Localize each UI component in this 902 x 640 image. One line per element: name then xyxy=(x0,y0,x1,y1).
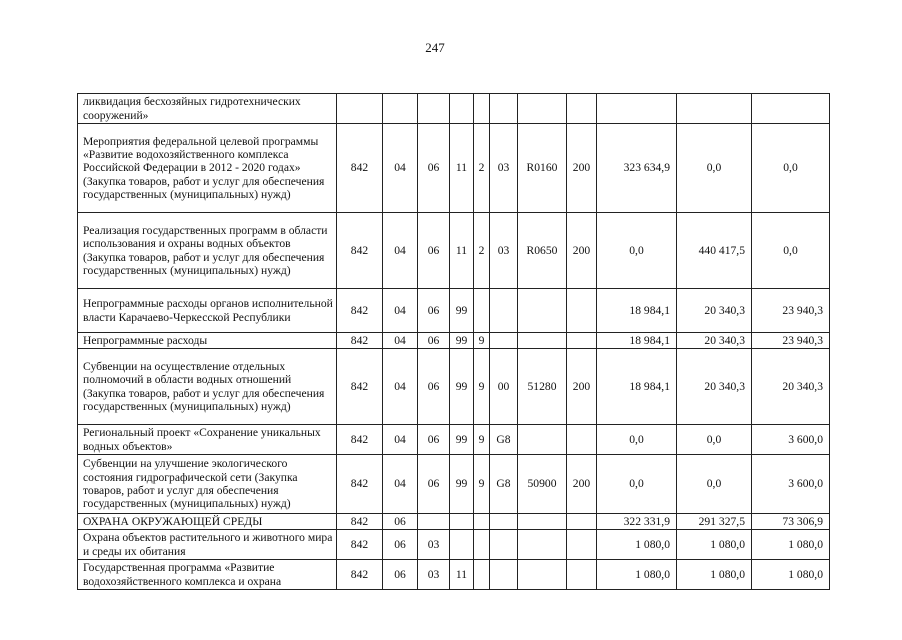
cell-section: 04 xyxy=(383,425,418,455)
cell-section: 06 xyxy=(383,560,418,590)
cell-event xyxy=(490,289,518,333)
cell-section: 04 xyxy=(383,213,418,289)
cell-direction: R0650 xyxy=(518,213,567,289)
cell-program xyxy=(450,514,474,530)
table-row xyxy=(78,560,830,590)
cell-program: 99 xyxy=(450,425,474,455)
table-row xyxy=(78,455,830,514)
cell-expense-type xyxy=(567,94,597,124)
cell-subprogram: 9 xyxy=(474,349,490,425)
cell-subprogram: 9 xyxy=(474,333,490,349)
cell-subsection: 03 xyxy=(418,560,450,590)
cell-amount-1: 18 984,1 xyxy=(597,349,677,425)
cell-subsection: 06 xyxy=(418,425,450,455)
cell-amount-1: 0,0 xyxy=(597,455,677,514)
table-row xyxy=(78,514,830,530)
row-name: Субвенции на улучшение экологического состояния гидрографической сети (Закупка товаров, работ и услуг для обеспечения государственных (муниципальных) нужд) xyxy=(78,455,337,514)
row-name: ОХРАНА ОКРУЖАЮЩЕЙ СРЕДЫ xyxy=(78,514,337,530)
cell-subprogram: 2 xyxy=(474,213,490,289)
cell-ministry: 842 xyxy=(337,560,383,590)
cell-expense-type: 200 xyxy=(567,455,597,514)
cell-amount-1: 18 984,1 xyxy=(597,289,677,333)
cell-direction xyxy=(518,560,567,590)
cell-subprogram xyxy=(474,530,490,560)
cell-expense-type xyxy=(567,333,597,349)
row-name: Мероприятия федеральной целевой программы «Развитие водохозяйственного комплекса Российской Федерации в 2012 - 2020 годах» (Закупка товаров, работ и услуг для обеспечения государственных (муниципальных) нужд) xyxy=(78,124,337,213)
cell-subprogram: 9 xyxy=(474,455,490,514)
row-name: Охрана объектов растительного и животного мира и среды их обитания xyxy=(78,530,337,560)
table-row xyxy=(78,349,830,425)
cell-amount-2: 291 327,5 xyxy=(677,514,752,530)
cell-amount-1: 323 634,9 xyxy=(597,124,677,213)
cell-ministry: 842 xyxy=(337,530,383,560)
cell-amount-2 xyxy=(677,94,752,124)
table-row xyxy=(78,94,830,124)
row-name: Реализация государственных программ в области использования и охраны водных объектов (Закупка товаров, работ и услуг для обеспечения государственных (муниципальных) нужд) xyxy=(78,213,337,289)
cell-subsection xyxy=(418,94,450,124)
cell-program xyxy=(450,94,474,124)
cell-program: 99 xyxy=(450,333,474,349)
cell-event: 03 xyxy=(490,213,518,289)
cell-section: 04 xyxy=(383,124,418,213)
cell-event xyxy=(490,333,518,349)
cell-amount-3: 23 940,3 xyxy=(752,289,830,333)
cell-expense-type xyxy=(567,530,597,560)
row-name: Субвенции на осуществление отдельных полномочий в области водных отношений (Закупка товаров, работ и услуг для обеспечения государственных (муниципальных) нужд) xyxy=(78,349,337,425)
cell-expense-type: 200 xyxy=(567,349,597,425)
cell-subsection: 06 xyxy=(418,333,450,349)
cell-subprogram xyxy=(474,289,490,333)
cell-direction xyxy=(518,333,567,349)
cell-ministry: 842 xyxy=(337,425,383,455)
cell-amount-2: 440 417,5 xyxy=(677,213,752,289)
table-row xyxy=(78,124,830,213)
table-row xyxy=(78,333,830,349)
cell-amount-3: 23 940,3 xyxy=(752,333,830,349)
cell-expense-type: 200 xyxy=(567,213,597,289)
cell-subsection: 06 xyxy=(418,124,450,213)
cell-ministry: 842 xyxy=(337,124,383,213)
cell-amount-3: 3 600,0 xyxy=(752,425,830,455)
cell-subprogram xyxy=(474,94,490,124)
cell-program: 11 xyxy=(450,213,474,289)
cell-section: 04 xyxy=(383,333,418,349)
cell-subsection: 06 xyxy=(418,213,450,289)
table-row xyxy=(78,213,830,289)
cell-expense-type xyxy=(567,289,597,333)
cell-event xyxy=(490,94,518,124)
cell-amount-3: 20 340,3 xyxy=(752,349,830,425)
cell-amount-2: 20 340,3 xyxy=(677,333,752,349)
cell-ministry: 842 xyxy=(337,333,383,349)
cell-expense-type xyxy=(567,560,597,590)
table-row xyxy=(78,425,830,455)
cell-subsection: 06 xyxy=(418,349,450,425)
cell-amount-3: 1 080,0 xyxy=(752,530,830,560)
cell-amount-3: 73 306,9 xyxy=(752,514,830,530)
cell-program: 11 xyxy=(450,124,474,213)
row-name: Непрограммные расходы xyxy=(78,333,337,349)
cell-expense-type xyxy=(567,514,597,530)
cell-amount-2: 0,0 xyxy=(677,455,752,514)
row-name: ликвидация бесхозяйных гидротехнических сооружений» xyxy=(78,94,337,124)
cell-ministry: 842 xyxy=(337,289,383,333)
page-number: 247 xyxy=(425,40,445,55)
cell-amount-3: 3 600,0 xyxy=(752,455,830,514)
cell-amount-1 xyxy=(597,94,677,124)
table-row xyxy=(78,530,830,560)
cell-direction: 51280 xyxy=(518,349,567,425)
cell-event xyxy=(490,560,518,590)
cell-subprogram: 9 xyxy=(474,425,490,455)
cell-direction xyxy=(518,289,567,333)
cell-subprogram xyxy=(474,560,490,590)
cell-amount-1: 1 080,0 xyxy=(597,530,677,560)
cell-amount-3 xyxy=(752,94,830,124)
cell-amount-2: 20 340,3 xyxy=(677,349,752,425)
cell-amount-3: 1 080,0 xyxy=(752,560,830,590)
cell-direction xyxy=(518,425,567,455)
cell-event xyxy=(490,530,518,560)
cell-amount-2: 20 340,3 xyxy=(677,289,752,333)
cell-ministry: 842 xyxy=(337,455,383,514)
cell-program: 99 xyxy=(450,289,474,333)
cell-subsection xyxy=(418,514,450,530)
cell-subsection: 06 xyxy=(418,455,450,514)
cell-event: G8 xyxy=(490,425,518,455)
cell-event: 03 xyxy=(490,124,518,213)
cell-subprogram: 2 xyxy=(474,124,490,213)
cell-direction: R0160 xyxy=(518,124,567,213)
cell-subsection: 03 xyxy=(418,530,450,560)
cell-section: 06 xyxy=(383,530,418,560)
cell-program: 99 xyxy=(450,455,474,514)
table-row xyxy=(78,289,830,333)
cell-amount-1: 322 331,9 xyxy=(597,514,677,530)
cell-amount-2: 1 080,0 xyxy=(677,530,752,560)
cell-program: 99 xyxy=(450,349,474,425)
cell-expense-type: 200 xyxy=(567,124,597,213)
cell-direction: 50900 xyxy=(518,455,567,514)
cell-program xyxy=(450,530,474,560)
budget-table xyxy=(77,93,830,590)
cell-section: 06 xyxy=(383,514,418,530)
row-name: Региональный проект «Сохранение уникальных водных объектов» xyxy=(78,425,337,455)
cell-amount-2: 0,0 xyxy=(677,124,752,213)
cell-ministry: 842 xyxy=(337,213,383,289)
cell-ministry xyxy=(337,94,383,124)
cell-amount-2: 0,0 xyxy=(677,425,752,455)
cell-program: 11 xyxy=(450,560,474,590)
cell-amount-3: 0,0 xyxy=(752,124,830,213)
cell-amount-1: 1 080,0 xyxy=(597,560,677,590)
cell-section: 04 xyxy=(383,349,418,425)
cell-event: G8 xyxy=(490,455,518,514)
cell-amount-3: 0,0 xyxy=(752,213,830,289)
cell-subsection: 06 xyxy=(418,289,450,333)
cell-expense-type xyxy=(567,425,597,455)
cell-amount-1: 0,0 xyxy=(597,213,677,289)
cell-event xyxy=(490,514,518,530)
cell-amount-1: 0,0 xyxy=(597,425,677,455)
row-name: Государственная программа «Развитие водохозяйственного комплекса и охрана xyxy=(78,560,337,590)
cell-amount-1: 18 984,1 xyxy=(597,333,677,349)
cell-direction xyxy=(518,530,567,560)
cell-event: 00 xyxy=(490,349,518,425)
cell-direction xyxy=(518,514,567,530)
row-name: Непрограммные расходы органов исполнительной власти Карачаево-Черкесской Республики xyxy=(78,289,337,333)
cell-direction xyxy=(518,94,567,124)
cell-section: 04 xyxy=(383,289,418,333)
cell-section: 04 xyxy=(383,455,418,514)
cell-section xyxy=(383,94,418,124)
cell-subprogram xyxy=(474,514,490,530)
cell-ministry: 842 xyxy=(337,349,383,425)
cell-ministry: 842 xyxy=(337,514,383,530)
cell-amount-2: 1 080,0 xyxy=(677,560,752,590)
